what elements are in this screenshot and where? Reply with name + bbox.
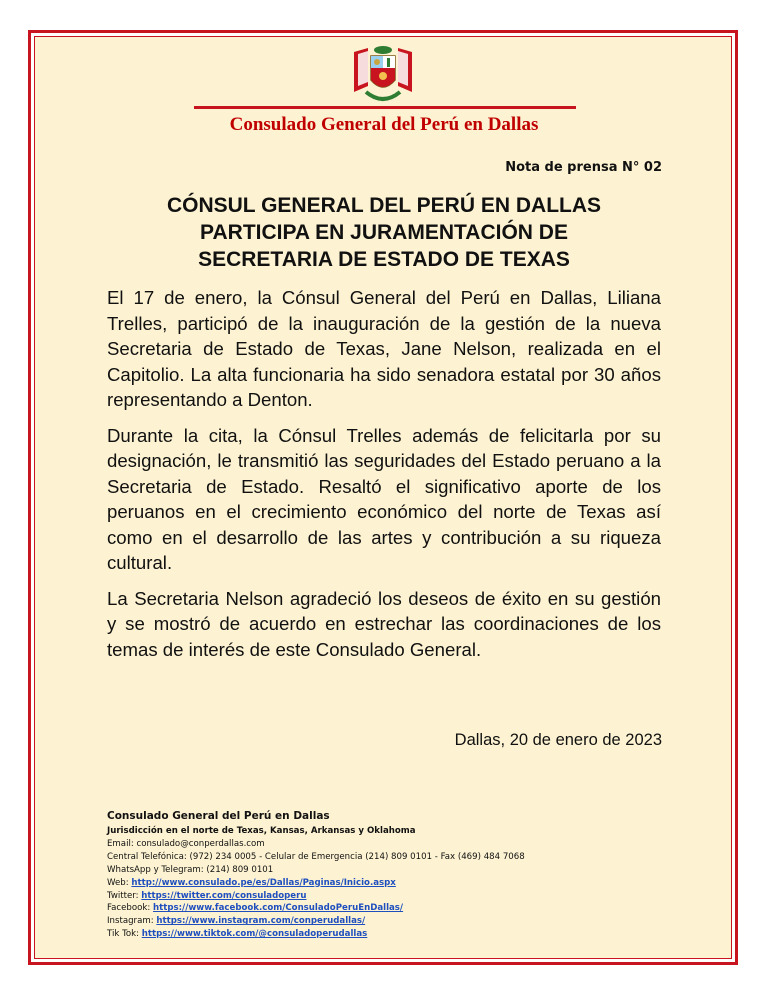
instagram-link[interactable]: https://www.instagram.com/conperudallas/: [156, 916, 366, 927]
headline: [110, 192, 658, 273]
consulate-title: Consulado General del Perú en Dallas: [229, 114, 539, 135]
footer-jurisdiction: Jurisdicción en el norte de Texas, Kansas, Arkansas y Oklahoma: [107, 826, 416, 836]
header-rule: [194, 106, 576, 109]
dateline: Dallas, 20 de enero de 2023: [454, 731, 662, 749]
facebook-link[interactable]: https://www.facebook.com/ConsuladoPeruEnDallas/: [153, 903, 404, 914]
footer-tiktok: [107, 928, 667, 941]
footer-twitter: [107, 890, 667, 903]
contact-footer: [107, 808, 667, 941]
footer-consulate-name: Consulado General del Perú en Dallas: [107, 810, 330, 822]
instagram-label: Instagram:: [107, 916, 157, 927]
footer-facebook: [107, 902, 667, 915]
footer-phones: Central Telefónica: (972) 234 0005 - Celular de Emergencia (214) 809 0101 - Fax (469) 484 7068: [107, 851, 525, 862]
paragraph-1: El 17 de enero, la Cónsul General del Perú en Dallas, Liliana Trelles, participó de la inauguración de la gestión de la nueva Secretaria de Estado de Texas, Jane Nelson, realizada en el Capitolio. La alta funcionaria ha sido senadora estatal por 30 años representando a Denton.: [107, 287, 661, 410]
footer-instagram: [107, 915, 667, 928]
paragraph-3: La Secretaria Nelson agradeció los deseos de éxito en su gestión y se mostró de acuerdo en estrechar las coordinaciones de los temas de interés de este Consulado General.: [107, 587, 661, 660]
tiktok-link[interactable]: https://www.tiktok.com/@consuladoperudallas: [141, 929, 368, 940]
twitter-label: Twitter:: [107, 890, 142, 901]
footer-web: [107, 877, 667, 890]
article-body: [107, 285, 661, 672]
headline-line-2: PARTICIPA EN JURAMENTACIÓN DE: [200, 221, 568, 244]
twitter-link[interactable]: https://twitter.com/consuladoperu: [141, 890, 307, 901]
tiktok-label: Tik Tok:: [107, 929, 142, 940]
footer-whatsapp: WhatsApp y Telegram: (214) 809 0101: [107, 864, 274, 875]
headline-line-1: CÓNSUL GENERAL DEL PERÚ EN DALLAS: [166, 194, 602, 217]
press-note-number: Nota de prensa N° 02: [505, 160, 662, 175]
web-link[interactable]: http://www.consulado.pe/es/Dallas/Paginas/Inicio.aspx: [131, 877, 396, 888]
footer-email: Email: consulado@conperdallas.com: [107, 838, 265, 849]
peru-coat-of-arms-icon: [348, 42, 418, 106]
headline-line-3: SECRETARIA DE ESTADO DE TEXAS: [198, 248, 570, 271]
web-label: Web:: [107, 877, 132, 888]
paragraph-2: Durante la cita, la Cónsul Trelles además de felicitarla por su designación, le transmitió las seguridades del Estado peruano a la Secretaria de Estado. Resaltó el significativo aporte de los peruanos en el crecimiento económico del norte de Texas así como en el desarrollo de las artes y contribución a su riqueza cultural.: [107, 424, 661, 573]
facebook-label: Facebook:: [107, 903, 154, 914]
